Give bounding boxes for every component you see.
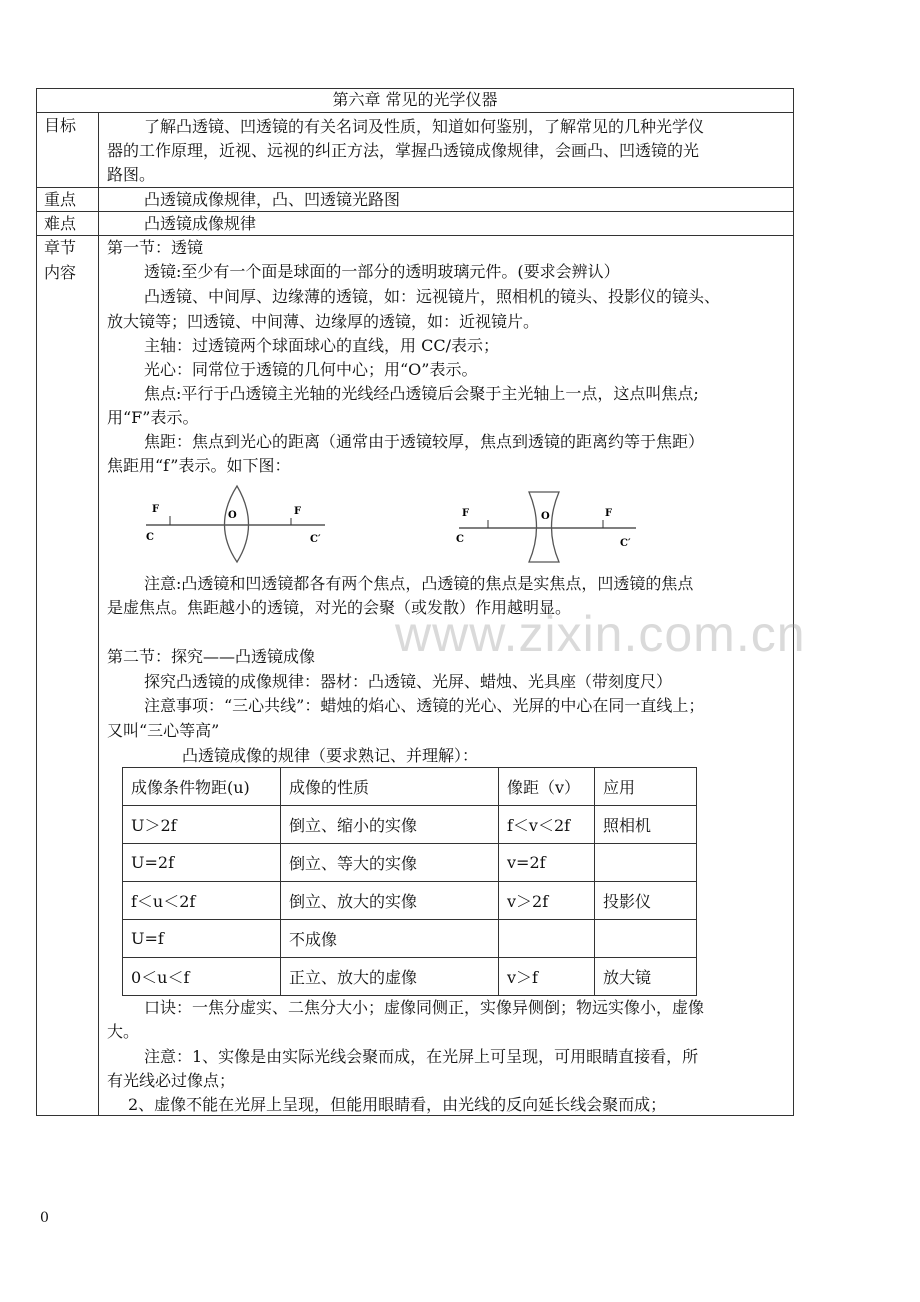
table-row — [123, 806, 697, 844]
cell: 倒立、放大的实像 — [281, 882, 499, 920]
header-cell: 成像的性质 — [281, 768, 499, 806]
section-heading: 第一节：透镜 — [107, 238, 204, 257]
difficulty-text: 凸透镜成像规律 — [144, 214, 257, 233]
cell — [595, 844, 697, 882]
table-row — [123, 958, 697, 996]
key-text: 凸透镜成像规律，凸、凹透镜光路图 — [144, 190, 401, 209]
cell: 倒立、缩小的实像 — [281, 806, 499, 844]
optical-center-label: O — [228, 510, 237, 521]
text-line: 用“F”表示。 — [107, 408, 199, 427]
text-line: 注意：1、实像是由实际光线会聚而成，在光屏上可呈现，可用眼睛直接看，所 — [144, 1047, 699, 1066]
table-row — [123, 920, 697, 958]
cell: 正立、放大的虚像 — [281, 958, 499, 996]
text-line: 主轴：过透镜两个球面球心的直线，用 CC/表示； — [144, 336, 499, 355]
text-line: 注意:凸透镜和凹透镜都各有两个焦点，凸透镜的焦点是实焦点，凹透镜的焦点 — [144, 574, 694, 593]
content-label: 内容 — [44, 263, 77, 282]
section-heading: 第二节：探究——凸透镜成像 — [107, 647, 316, 666]
border — [793, 88, 794, 1116]
difficulty-label: 难点 — [44, 214, 77, 233]
text-line: 大。 — [107, 1022, 140, 1041]
axis-label: C′ — [620, 538, 631, 549]
text-line: 焦距：焦点到光心的距离（通常由于透镜较厚，焦点到透镜的距离约等于焦距） — [144, 432, 705, 451]
text-line: 2、虚像不能在光屏上呈现，但能用眼睛看，由光线的反向延长线会聚而成； — [128, 1095, 667, 1114]
border — [36, 88, 37, 1116]
focus-label: F — [152, 504, 160, 515]
cell: U＞2f — [123, 806, 281, 844]
border — [36, 235, 794, 236]
cell: v＞f — [499, 958, 595, 996]
cell: 放大镜 — [595, 958, 697, 996]
cell: 不成像 — [281, 920, 499, 958]
table-header-row — [123, 768, 697, 806]
cell: 投影仪 — [595, 882, 697, 920]
goal-line: 了解凸透镜、凹透镜的有关名词及性质，知道如何鉴别，了解常见的几种光学仪 — [144, 117, 705, 136]
cell: 倒立、等大的实像 — [281, 844, 499, 882]
cell — [595, 920, 697, 958]
axis-label: C — [146, 532, 154, 543]
cell: v=2f — [499, 844, 595, 882]
watermark: www.zixin.com.cn — [395, 606, 806, 662]
cell: U=2f — [123, 844, 281, 882]
cell: f＜u＜2f — [123, 882, 281, 920]
header-cell: 应用 — [595, 768, 697, 806]
imaging-rules-table — [122, 767, 697, 996]
goal-line: 路图。 — [107, 165, 156, 184]
border — [36, 112, 794, 113]
goal-line: 器的工作原理，近视、远视的纠正方法，掌握凸透镜成像规律，会画凸、凹透镜的光 — [107, 141, 700, 160]
concave-lens-diagram — [456, 492, 636, 562]
table-row — [123, 844, 697, 882]
border — [36, 211, 794, 212]
chapter-title: 第六章 常见的光学仪器 — [332, 90, 498, 109]
text-line: 探究凸透镜的成像规律：器材：凸透镜、光屏、蜡烛、光具座（带刻度尺） — [144, 672, 673, 691]
header-cell: 像距（v） — [499, 768, 595, 806]
text-line: 是虚焦点。焦距越小的透镜，对光的会聚（或发散）作用越明显。 — [107, 598, 572, 617]
text-line: 焦距用“f”表示。如下图： — [107, 456, 291, 475]
focus-label: F — [605, 508, 613, 519]
lens-diagrams — [140, 482, 660, 570]
cell: 0＜u＜f — [123, 958, 281, 996]
text-line: 注意事项：“三心共线”：蜡烛的焰心、透镜的光心、光屏的中心在同一直线上； — [144, 696, 705, 715]
focus-label: F — [462, 508, 470, 519]
axis-label: C — [456, 534, 464, 545]
header-cell: 成像条件物距(u) — [123, 768, 281, 806]
cell: 照相机 — [595, 806, 697, 844]
table-row — [123, 882, 697, 920]
page-number: 0 — [40, 1210, 49, 1226]
text-line: 口诀：一焦分虚实、二焦分大小；虚像同侧正，实像异侧倒；物远实像小，虚像 — [144, 998, 705, 1017]
border — [98, 112, 99, 1116]
text-line: 光心：同常位于透镜的几何中心；用“O”表示。 — [144, 360, 478, 379]
text-line: 放大镜等；凹透镜、中间薄、边缘厚的透镜，如：近视镜片。 — [107, 312, 540, 331]
cell: v＞2f — [499, 882, 595, 920]
border — [36, 187, 794, 188]
content-label: 章节 — [44, 238, 77, 257]
goal-label: 目标 — [44, 116, 77, 135]
cell: U=f — [123, 920, 281, 958]
text-line: 又叫“三心等高” — [107, 721, 220, 740]
text-line: 焦点:平行于凸透镜主光轴的光线经凸透镜后会聚于主光轴上一点，这点叫焦点; — [144, 384, 699, 403]
table-caption: 凸透镜成像的规律（要求熟记、并理解）： — [182, 746, 479, 765]
text-line: 凸透镜、中间厚、边缘薄的透镜，如：远视镜片，照相机的镜头、投影仪的镜头、 — [144, 287, 721, 306]
axis-label: C′ — [310, 534, 321, 545]
convex-lens-diagram — [146, 486, 325, 562]
text-line: 透镜:至少有一个面是球面的一部分的透明玻璃元件。(要求会辨认） — [144, 262, 620, 281]
cell — [499, 920, 595, 958]
focus-label: F — [294, 506, 302, 517]
cell: f＜v＜2f — [499, 806, 595, 844]
optical-center-label: O — [541, 511, 550, 522]
key-label: 重点 — [44, 190, 77, 209]
text-line: 有光线必过像点； — [107, 1071, 236, 1090]
